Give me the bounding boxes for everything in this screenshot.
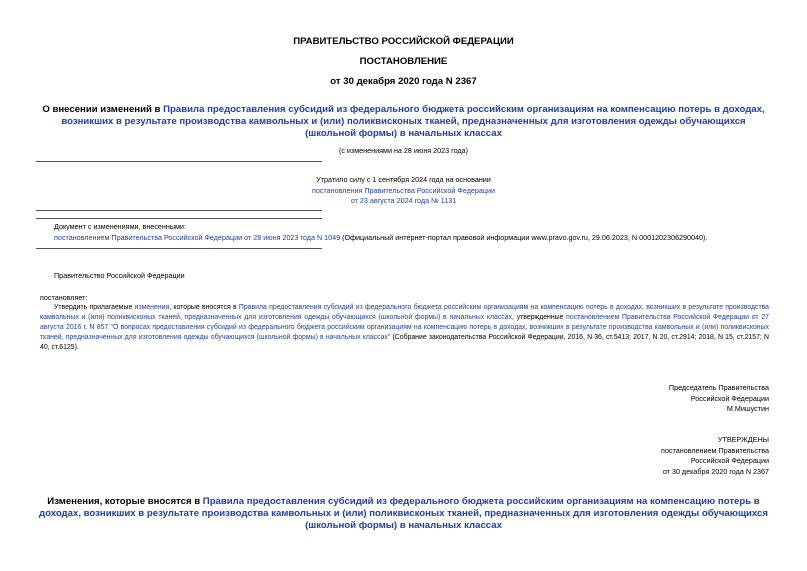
changes-heading [36, 496, 771, 532]
approval-line: постановлением Правительства [661, 445, 769, 455]
changes-heading-link[interactable]: Правила предоставления субсидий из федерального бюджета российским организациям на компенсацию потерь в доходах, возникших в результате производства камвольных и (или) поликвисконых тканей, предназначенных для изготовления одежды обучающихся (школьной формы) в начальных классах [39, 496, 768, 531]
resolves: постановляет: [40, 293, 88, 302]
government-heading: ПРАВИТЕЛЬСТВО РОССИЙСКОЙ ФЕДЕРАЦИИ [293, 36, 514, 47]
amending-act-link[interactable]: постановлением Правительства Российской Федерации от 28 июня 2023 года N 1049 [54, 232, 341, 242]
validity-basis-link[interactable]: постановления Правительства Российской Федерации [311, 185, 496, 195]
signature-position: Председатель Правительства [668, 383, 769, 392]
rules-link[interactable]: Правила предоставления субсидий из федерального бюджета российским организациям на компенсацию потерь в доходах, возникших в результате производства камвольных и (или) поликвисконых тканей, предназначенных для изготовления одежды обучающихся (школьной формы) в начальных классах [61, 104, 765, 139]
changes-heading-prefix: Изменения, которые вносятся в [47, 496, 203, 507]
resolution-paragraph [40, 303, 769, 353]
changes-block [54, 222, 774, 243]
approval-line: от 30 декабря 2020 года N 2367 [662, 466, 769, 476]
p1-end: (Собрание законодательства Российской Федерации, 2016, N 36, ст.5413; 2017, N 20, ст.2914; 2018, N 15, ст.2157; N 40, ст.6125). [40, 334, 769, 352]
approval-block [661, 435, 769, 477]
divider [36, 210, 322, 211]
approval-line: УТВЕРЖДЕНЫ [717, 435, 769, 444]
signature-name: М.Мишустин [726, 404, 769, 414]
issuer: Правительство Российской Федерации [54, 271, 185, 280]
signature-position: Российской Федерации [690, 393, 769, 403]
validity-notice [210, 175, 597, 207]
approval-line: Российской Федерации [690, 456, 769, 466]
changes-source: (Официальный интернет-портал правовой информации www.pravo.gov.ru, 29.06.2023, N 0001202306290040). [340, 232, 708, 242]
p1-mid2: , утвержденные [512, 314, 567, 322]
rules-inline-link[interactable]: Правила предоставления субсидий из федерального бюджета российским организациям на компенсацию потерь в доходах, возникших в результате производства камвольных и (или) поликвисконых тканей, предназначенных для изготовления одежды обучающихся (школьной формы) в начальных классах [40, 304, 770, 322]
doc-type-heading: ПОСТАНОВЛЕНИЕ [359, 56, 448, 67]
resolution-857-link[interactable]: постановлением Правительства Российской Федерации от 27 августа 2016 г. N 857 "О вопросах предоставления субсидий из федерального бюджета российским организациям на компенсацию потерь в доходах, возникших в результате производства камвольных и (или) поликвисконых тканей, предназначенных для изготовления одежды обучающихся (школьной формы) в начальных классах" [40, 314, 770, 342]
signature-block [669, 383, 769, 415]
p1-start: Утвердить прилагаемые [54, 304, 135, 311]
date-number-heading: от 30 декабря 2020 года N 2367 [330, 76, 477, 87]
validity-basis-date-link[interactable]: от 23 августа 2024 года № 1131 [350, 196, 457, 206]
divider [36, 161, 322, 162]
divider [36, 218, 322, 219]
divider [36, 248, 322, 249]
changes-label: Документ с изменениями, внесенными: [54, 222, 186, 231]
validity-line: Утратило силу с 1 сентября 2024 года на основании [316, 175, 491, 184]
document-title [36, 104, 771, 140]
p1-mid1: , которые вносятся в [169, 304, 239, 311]
document-title-prefix: О внесении изменений в [42, 104, 164, 115]
amendment-note: (с изменениями на 28 июня 2023 года) [338, 146, 469, 155]
changes-link[interactable]: изменения [134, 304, 170, 311]
